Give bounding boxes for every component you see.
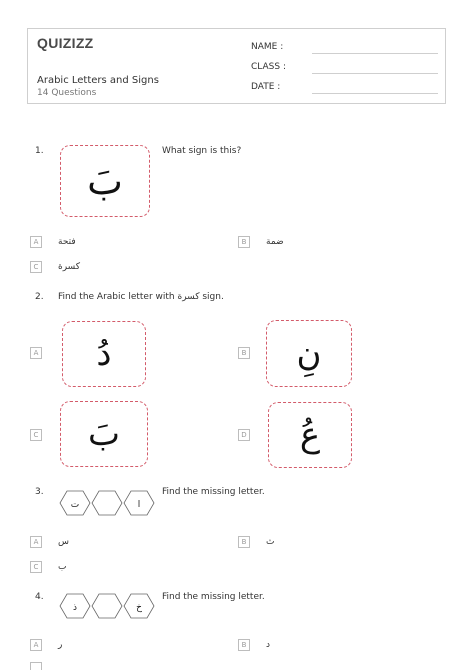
class-field[interactable]	[312, 73, 438, 74]
q1-option-a-box[interactable]: A	[30, 236, 42, 248]
q3-hex-letter-3: ا	[137, 500, 141, 510]
q2-option-c-box[interactable]: C	[30, 429, 42, 441]
worksheet-title: Arabic Letters and Signs	[37, 75, 159, 86]
q1-number: 1.	[35, 146, 44, 156]
name-field[interactable]	[312, 53, 438, 54]
q2-option-c-card[interactable]: بَ	[60, 401, 148, 467]
q4-hex-sequence	[59, 593, 155, 619]
q4-option-b-box[interactable]: B	[238, 639, 250, 651]
date-label: DATE :	[251, 82, 281, 92]
q1-letter-card: بَ	[60, 145, 150, 217]
q1-option-c-box[interactable]: C	[30, 261, 42, 273]
hex-cell	[92, 594, 122, 618]
q3-option-a-text: س	[58, 537, 69, 547]
q4-option-c-box-partial[interactable]	[30, 662, 42, 670]
q4-hex-letter-3: خ	[136, 603, 142, 613]
q2-text: Find the Arabic letter with كسرة sign.	[58, 292, 224, 302]
q2-option-a-box[interactable]: A	[30, 347, 42, 359]
q4-text: Find the missing letter.	[162, 592, 265, 602]
q3-option-a-box[interactable]: A	[30, 536, 42, 548]
q2-option-b-box[interactable]: B	[238, 347, 250, 359]
q2-option-a-card[interactable]: دُ	[62, 321, 146, 387]
q1-option-c-text: كسرة	[58, 262, 80, 272]
q4-option-a-box[interactable]: A	[30, 639, 42, 651]
q3-option-b-box[interactable]: B	[238, 536, 250, 548]
q2-option-d-card[interactable]: عُ	[268, 402, 352, 468]
q4-hex-letter-1: ذ	[72, 603, 78, 613]
q4-option-b-text: د	[266, 640, 271, 650]
q3-number: 3.	[35, 487, 44, 497]
q1-text: What sign is this?	[162, 146, 242, 156]
q4-number: 4.	[35, 592, 44, 602]
hex-cell	[92, 491, 122, 515]
q2-option-b-card[interactable]: نِ	[266, 320, 352, 387]
q4-option-a-text: ر	[58, 640, 63, 650]
date-field[interactable]	[312, 93, 438, 94]
q1-option-b-text: ضمة	[266, 237, 284, 247]
q3-text: Find the missing letter.	[162, 487, 265, 497]
worksheet-header	[27, 28, 446, 104]
question-count: 14 Questions	[37, 88, 97, 98]
q3-option-c-box[interactable]: C	[30, 561, 42, 573]
q1-option-b-box[interactable]: B	[238, 236, 250, 248]
q2-number: 2.	[35, 292, 44, 302]
q3-hex-sequence	[59, 490, 155, 516]
class-label: CLASS :	[251, 62, 286, 72]
q3-hex-letter-1: ت	[70, 500, 80, 510]
q2-option-d-box[interactable]: D	[238, 429, 250, 441]
q3-option-c-text: ب	[58, 562, 67, 572]
name-label: NAME :	[251, 42, 284, 52]
q1-option-a-text: فتحة	[58, 237, 76, 247]
quizizz-logo: QUIZIZZ	[37, 35, 94, 51]
q3-option-b-text: ث	[266, 537, 275, 547]
